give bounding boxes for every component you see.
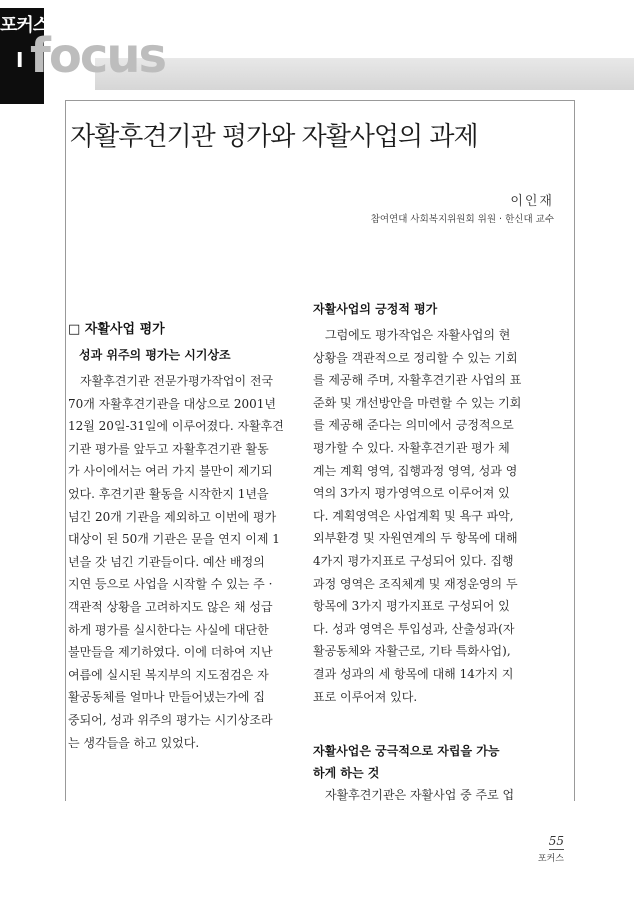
text-line: 상황을 객관적으로 정리할 수 있는 기회 [313,350,518,365]
heading-line: 자활사업은 궁극적으로 자립을 가능 [313,744,500,758]
text-line: 4가지 평가지표로 구성되어 있다. 집행 [313,553,514,568]
text-line: 가 사이에서는 여러 가지 불만이 제기되 [68,464,273,479]
text-line: 과정 영역은 조직체계 및 재정운영의 두 [313,576,518,591]
text-line: 역의 3가지 평가영역으로 이루어져 있 [313,486,510,501]
text-line: 중되어, 성과 위주의 평가는 시기상조라 [68,712,273,727]
left-column-body [68,370,284,754]
text-line: 하게 평가를 실시한다는 사실에 대단한 [68,622,269,637]
text-line: 를 제공해 주며, 자활후견기관 사업의 표 [313,373,522,388]
text-line: 항목에 3가지 평가지표로 구성되어 있 [313,599,510,614]
page-number: 55 [548,834,564,848]
text-line: 자활후견기관 전문가평가작업이 전국 [80,374,274,388]
text-line: 다. 계획영역은 사업계획 및 욕구 파악, [313,508,514,523]
text-line: 외부환경 및 자원연계의 두 항목에 대해 [313,531,518,546]
text-line: 넘긴 20개 기관을 제외하고 이번에 평가 [68,509,277,524]
author-affiliation: 참여연대 사회복지위원회 위원 · 한신대 교수 [370,214,554,225]
text-line: 계는 계획 영역, 집행과정 영역, 성과 영 [313,463,518,478]
text-line: 자활후견기관은 자활사업 중 주로 업 [325,788,515,802]
section-word: focus [30,28,166,84]
section-label: 포커스 [0,15,50,36]
text-line: 결과 성과의 세 항목에 대해 14가지 지 [313,666,514,681]
text-line: 는 생각들을 하고 있었다. [68,735,200,750]
text-line: 년을 갓 넘긴 기관들이다. 예산 배정의 [68,554,265,569]
right-column-body-2 [313,784,523,807]
text-line: 대상이 된 50개 기관은 문을 연지 이제 1 [68,532,280,547]
right-heading-selfreliance [313,740,499,784]
text-line: 기관 평가를 앞두고 자활후견기관 활동 [68,441,269,456]
text-line: 지연 등으로 사업을 시작할 수 있는 주 · [68,577,273,592]
heading-line: 하게 하는 것 [313,766,380,780]
article-title: 자활후견기관 평가와 자활사업의 과제 [70,122,478,152]
section-heading: □ 자활사업 평가 [68,322,165,337]
text-line: 평가할 수 있다. 자활후견기관 평가 체 [313,440,510,455]
text-line: 었다. 후견기관 활동을 시작한지 1년을 [68,486,269,501]
text-line: 다. 성과 영역은 투입성과, 산출성과(자 [313,621,515,636]
text-line: 12월 20일-31일에 이루어졌다. 자활후견 [68,419,284,434]
text-line: 객관적 상황을 고려하지도 않은 채 성급 [68,599,273,614]
text-line: 표로 이루어져 있다. [313,689,418,704]
text-line: 여름에 실시된 복지부의 지도점검은 자 [68,667,269,682]
header-band [95,58,634,90]
right-column-body [313,324,523,708]
text-line: 활공동체와 자활근로, 기타 특화사업), [313,644,511,659]
text-line: 준화 및 개선방안을 마련할 수 있는 기회 [313,395,522,410]
text-line: 70개 자활후견기관을 대상으로 2001년 [68,396,276,411]
text-line: 불만들을 제기하였다. 이에 더하여 지난 [68,645,273,660]
right-heading-positive: 자활사업의 긍정적 평가 [313,302,438,316]
subheading: 성과 위주의 평가는 시기상조 [79,348,231,362]
text-line: 활공동체를 얼마나 만들어냈는가에 집 [68,690,265,705]
section-number: I [16,48,24,72]
text-line: 를 제공해 준다는 의미에서 긍정적으로 [313,418,514,433]
page-label: 포커스 [537,854,564,864]
author-name: 이인재 [510,194,554,209]
text-line: 그럼에도 평가작업은 자활사업의 현 [325,328,511,342]
